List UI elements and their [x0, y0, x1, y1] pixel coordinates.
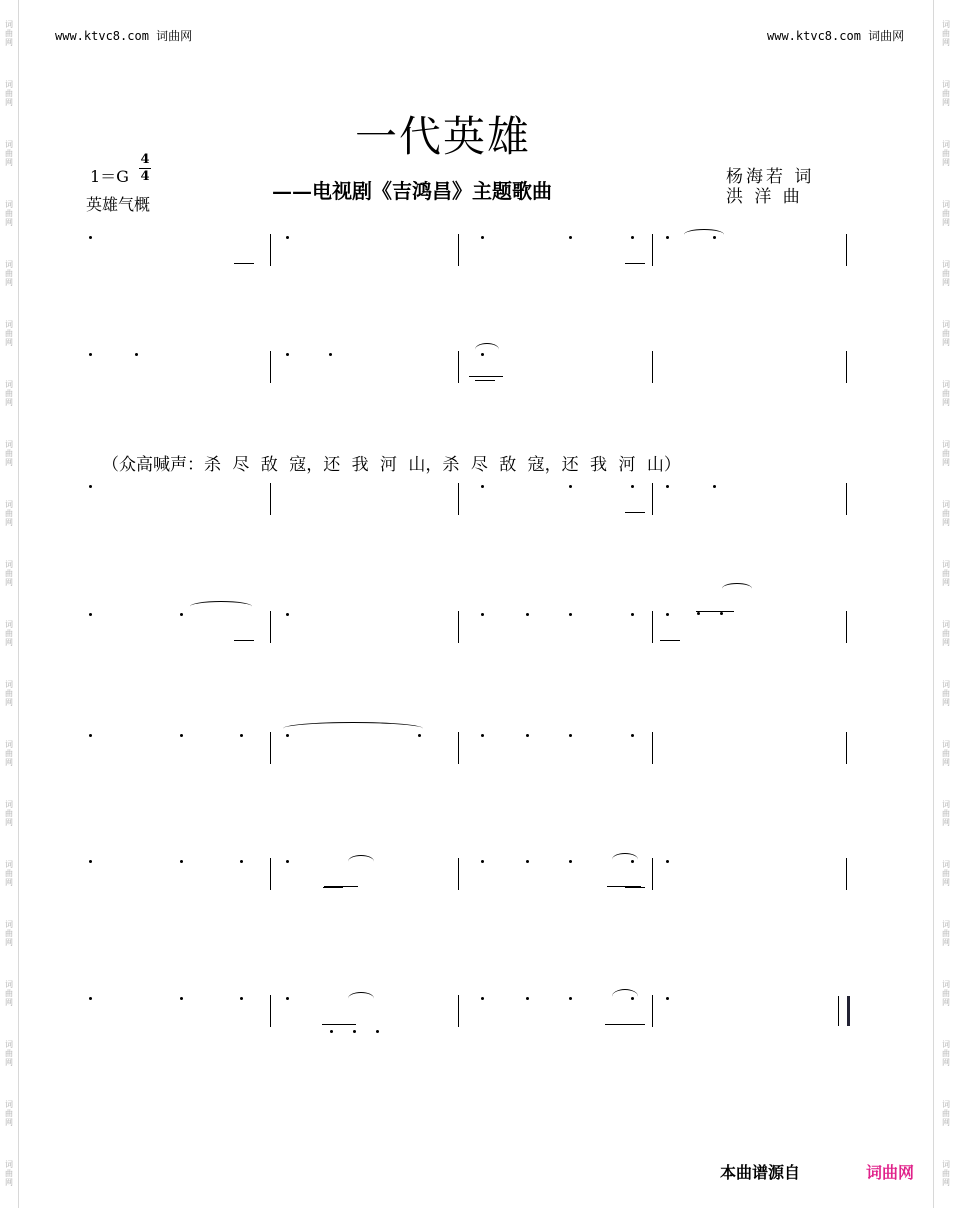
- watermark-text: 词 曲 网: [5, 440, 13, 467]
- eighth-underline: [469, 376, 503, 377]
- watermark-text: 词 曲 网: [5, 80, 13, 107]
- octave-dot: [286, 236, 289, 239]
- octave-dot: [240, 860, 243, 863]
- watermark-text: 词 曲 网: [942, 980, 950, 1007]
- barline: [458, 483, 459, 515]
- barline: [846, 234, 847, 266]
- slur: [348, 855, 374, 868]
- watermark-text: 词 曲 网: [942, 1160, 950, 1187]
- barline: [458, 858, 459, 890]
- source-brand-link[interactable]: 词曲网: [866, 1163, 915, 1182]
- watermark-text: 词 曲 网: [942, 860, 950, 887]
- watermark-text: 词 曲 网: [942, 500, 950, 527]
- barline: [846, 483, 847, 515]
- watermark-text: 词 曲 网: [942, 440, 950, 467]
- barline: [652, 611, 653, 643]
- header-url-left[interactable]: www.ktvc8.com 词曲网: [55, 29, 193, 43]
- octave-dot: [89, 236, 92, 239]
- barline: [270, 351, 271, 383]
- watermark-text: 词 曲 网: [5, 620, 13, 647]
- barline: [270, 611, 271, 643]
- time-top: 4: [140, 152, 150, 167]
- eighth-underline: [696, 611, 734, 612]
- octave-dot: [89, 353, 92, 356]
- barline: [846, 351, 847, 383]
- final-barline: [838, 996, 850, 1026]
- watermark-text: 词 曲 网: [942, 140, 950, 167]
- octave-dot: [89, 485, 92, 488]
- octave-dot: [666, 860, 669, 863]
- octave-dot: [569, 734, 572, 737]
- barline: [270, 858, 271, 890]
- octave-dot: [286, 353, 289, 356]
- watermark-text: 词 曲 网: [5, 140, 13, 167]
- octave-dot: [481, 485, 484, 488]
- eighth-underline: [322, 1024, 356, 1025]
- slur: [612, 853, 638, 866]
- octave-dot: [631, 485, 634, 488]
- watermark-text: 词 曲 网: [5, 680, 13, 707]
- watermark-text: 词 曲 网: [942, 80, 950, 107]
- barline: [270, 483, 271, 515]
- eighth-underline: [625, 887, 645, 888]
- octave-dot: [240, 734, 243, 737]
- song-subtitle: ——电视剧《吉鸿昌》主题歌曲: [272, 179, 552, 203]
- octave-dot: [526, 997, 529, 1000]
- barline: [652, 351, 653, 383]
- right-margin-watermark: [933, 0, 952, 1208]
- eighth-underline: [323, 887, 343, 888]
- octave-dot: [180, 997, 183, 1000]
- watermark-text: 词 曲 网: [5, 560, 13, 587]
- octave-dot: [180, 613, 183, 616]
- eighth-underline: [625, 512, 645, 513]
- watermark-text: 词 曲 网: [942, 560, 950, 587]
- time-signature: [139, 153, 151, 184]
- barline: [652, 732, 653, 764]
- slur: [722, 583, 752, 594]
- watermark-text: 词 曲 网: [942, 620, 950, 647]
- octave-dot: [180, 734, 183, 737]
- slur: [348, 992, 374, 1005]
- low-octave-dot: [697, 612, 700, 615]
- eighth-underline: [605, 1024, 639, 1025]
- barline: [458, 995, 459, 1027]
- octave-dot: [631, 613, 634, 616]
- watermark-text: 词 曲 网: [942, 1100, 950, 1127]
- barline: [652, 234, 653, 266]
- watermark-text: 词 曲 网: [942, 320, 950, 347]
- watermark-text: 词 曲 网: [5, 860, 13, 887]
- eighth-underline: [234, 263, 254, 264]
- barline: [458, 351, 459, 383]
- octave-dot: [135, 353, 138, 356]
- octave-dot: [569, 236, 572, 239]
- watermark-text: 词 曲 网: [5, 320, 13, 347]
- key-signature: 1＝G: [90, 167, 129, 186]
- low-octave-dot: [353, 1030, 356, 1033]
- watermark-text: 词 曲 网: [5, 380, 13, 407]
- octave-dot: [286, 613, 289, 616]
- eighth-underline: [607, 886, 641, 887]
- watermark-text: 词 曲 网: [942, 920, 950, 947]
- octave-dot: [481, 734, 484, 737]
- octave-dot: [666, 997, 669, 1000]
- tempo-marking: 英雄气概: [86, 195, 151, 214]
- octave-dot: [481, 860, 484, 863]
- octave-dot: [89, 613, 92, 616]
- watermark-text: 词 曲 网: [5, 1160, 13, 1187]
- octave-dot: [286, 997, 289, 1000]
- eighth-underline: [625, 263, 645, 264]
- octave-dot: [526, 734, 529, 737]
- octave-dot: [713, 485, 716, 488]
- header-url-right[interactable]: www.ktvc8.com 词曲网: [767, 29, 905, 43]
- octave-dot: [89, 997, 92, 1000]
- octave-dot: [481, 613, 484, 616]
- low-octave-dot: [330, 1030, 333, 1033]
- octave-dot: [666, 613, 669, 616]
- watermark-text: 词 曲 网: [5, 20, 13, 47]
- watermark-text: 词 曲 网: [5, 980, 13, 1007]
- watermark-text: 词 曲 网: [5, 800, 13, 827]
- octave-dot: [631, 236, 634, 239]
- left-margin-watermark: [0, 0, 19, 1208]
- slur: [475, 343, 499, 356]
- barline: [458, 611, 459, 643]
- watermark-text: 词 曲 网: [5, 920, 13, 947]
- watermark-text: 词 曲 网: [942, 200, 950, 227]
- eighth-underline: [660, 640, 680, 641]
- time-bottom: 4: [140, 169, 150, 184]
- octave-dot: [666, 236, 669, 239]
- watermark-text: 词 曲 网: [5, 1100, 13, 1127]
- octave-dot: [286, 860, 289, 863]
- octave-dot: [329, 353, 332, 356]
- composer-credit: 洪 洋 曲: [726, 187, 803, 207]
- octave-dot: [481, 997, 484, 1000]
- lyricist-credit: 杨海若 词: [726, 167, 815, 187]
- watermark-text: 词 曲 网: [942, 260, 950, 287]
- watermark-text: 词 曲 网: [5, 200, 13, 227]
- watermark-text: 词 曲 网: [5, 500, 13, 527]
- barline: [652, 858, 653, 890]
- octave-dot: [89, 734, 92, 737]
- watermark-text: 词 曲 网: [942, 380, 950, 407]
- watermark-text: 词 曲 网: [942, 1040, 950, 1067]
- barline: [270, 234, 271, 266]
- source-label: 本曲谱源自: [720, 1163, 801, 1182]
- octave-dot: [666, 485, 669, 488]
- barline: [846, 858, 847, 890]
- barline: [270, 732, 271, 764]
- watermark-text: 词 曲 网: [942, 680, 950, 707]
- octave-dot: [569, 860, 572, 863]
- barline: [652, 995, 653, 1027]
- eighth-underline: [324, 886, 358, 887]
- eighth-underline: [234, 640, 254, 641]
- octave-dot: [569, 613, 572, 616]
- song-title: 一代英雄: [355, 112, 532, 161]
- barline: [458, 234, 459, 266]
- barline: [458, 732, 459, 764]
- low-octave-dot: [376, 1030, 379, 1033]
- octave-dot: [569, 485, 572, 488]
- watermark-text: 词 曲 网: [5, 1040, 13, 1067]
- slur: [612, 989, 638, 1004]
- shout-line: （众高喊声：杀 尽 敌 寇，还 我 河 山，杀 尽 敌 寇，还 我 河 山）: [102, 455, 681, 475]
- slur: [283, 722, 423, 735]
- octave-dot: [526, 613, 529, 616]
- octave-dot: [631, 734, 634, 737]
- watermark-text: 词 曲 网: [942, 20, 950, 47]
- barline: [846, 611, 847, 643]
- watermark-text: 词 曲 网: [942, 800, 950, 827]
- octave-dot: [569, 997, 572, 1000]
- barline: [652, 483, 653, 515]
- octave-dot: [481, 236, 484, 239]
- watermark-text: 词 曲 网: [5, 740, 13, 767]
- barline: [846, 732, 847, 764]
- watermark-text: 词 曲 网: [942, 740, 950, 767]
- octave-dot: [240, 997, 243, 1000]
- octave-dot: [89, 860, 92, 863]
- watermark-text: 词 曲 网: [5, 260, 13, 287]
- barline: [270, 995, 271, 1027]
- slur: [684, 229, 724, 240]
- slur: [190, 601, 252, 612]
- low-octave-dot: [720, 612, 723, 615]
- octave-dot: [526, 860, 529, 863]
- octave-dot: [180, 860, 183, 863]
- eighth-underline: [475, 380, 495, 381]
